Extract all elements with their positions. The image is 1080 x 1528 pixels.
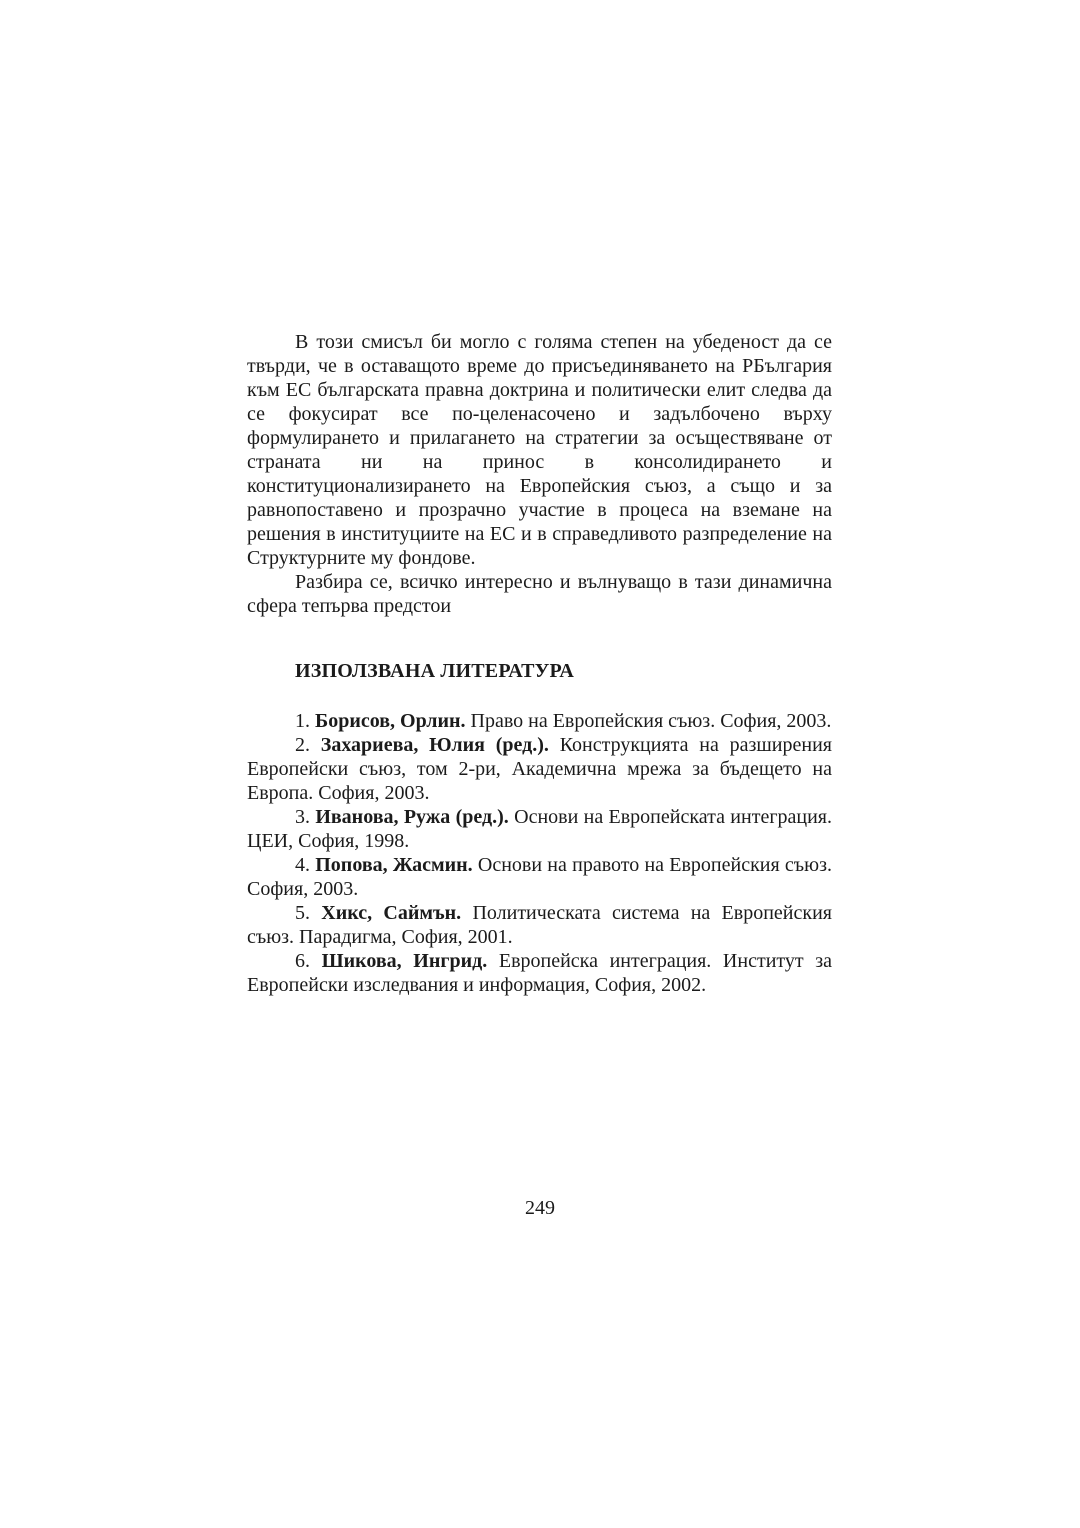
reference-text: Европейска интеграция. Институт за Европейски изследвания и информация, София, 2002.	[247, 950, 833, 996]
reference-number: 1.	[295, 710, 310, 732]
page-number: 249	[525, 1197, 555, 1219]
reference-author: Хикс, Саймън.	[321, 902, 462, 924]
reference-number: 3.	[295, 806, 310, 828]
reference-item	[247, 901, 832, 949]
reference-number: 6.	[295, 950, 310, 972]
reference-number: 2.	[295, 734, 310, 756]
reference-item	[247, 709, 832, 733]
bibliography-heading: ИЗПОЛЗВАНА ЛИТЕРАТУРА	[295, 660, 575, 682]
reference-item	[247, 853, 832, 901]
reference-text: Политическата система на Европейския съюз. Парадигма, София, 2001.	[247, 902, 832, 948]
page-content	[247, 330, 832, 997]
reference-author: Иванова, Ружа (ред.).	[315, 806, 509, 828]
reference-text: Конструкцията на разширения Европейски съюз, том 2-ри, Академична мрежа за бъдещето на Европа. София, 2003.	[247, 734, 832, 804]
reference-text: Основи на Европейската интеграция. ЦЕИ, София, 1998.	[247, 806, 833, 852]
reference-list	[247, 709, 832, 997]
reference-author: Захариева, Юлия (ред.).	[320, 734, 549, 756]
reference-author: Попова, Жасмин.	[315, 854, 473, 876]
reference-author: Борисов, Орлин.	[315, 710, 466, 732]
reference-number: 5.	[295, 902, 310, 924]
reference-text: Основи на правото на Европейския съюз. София, 2003.	[247, 854, 832, 900]
reference-item	[247, 949, 832, 997]
body-paragraph-2: Разбира се, всичко интересно и вълнуващо в тази динамична сфера тепърва предстои	[247, 571, 832, 617]
body-paragraph-1: В този смисъл би могло с голяма степен на убеденост да се твърди, че в оставащото време до присъединяването на РБългария към ЕС българската правна доктрина и политически елит следва да се фокусират все по-целенасочено и задълбочено върху формулирането и прилагането на стратегии за осъществяване от страната ни на принос в консолидирането и конституционализирането на Европейския съюз, а също и за равнопоставено и прозрачно участие в процеса на вземане на решения в институциите на ЕС и в справедливото разпределение на Структурните му фондове.	[247, 331, 832, 569]
reference-author: Шикова, Ингрид.	[321, 950, 488, 972]
reference-text: Право на Европейския съюз. София, 2003.	[470, 710, 832, 732]
reference-item	[247, 733, 832, 805]
reference-item	[247, 805, 832, 853]
reference-number: 4.	[295, 854, 310, 876]
